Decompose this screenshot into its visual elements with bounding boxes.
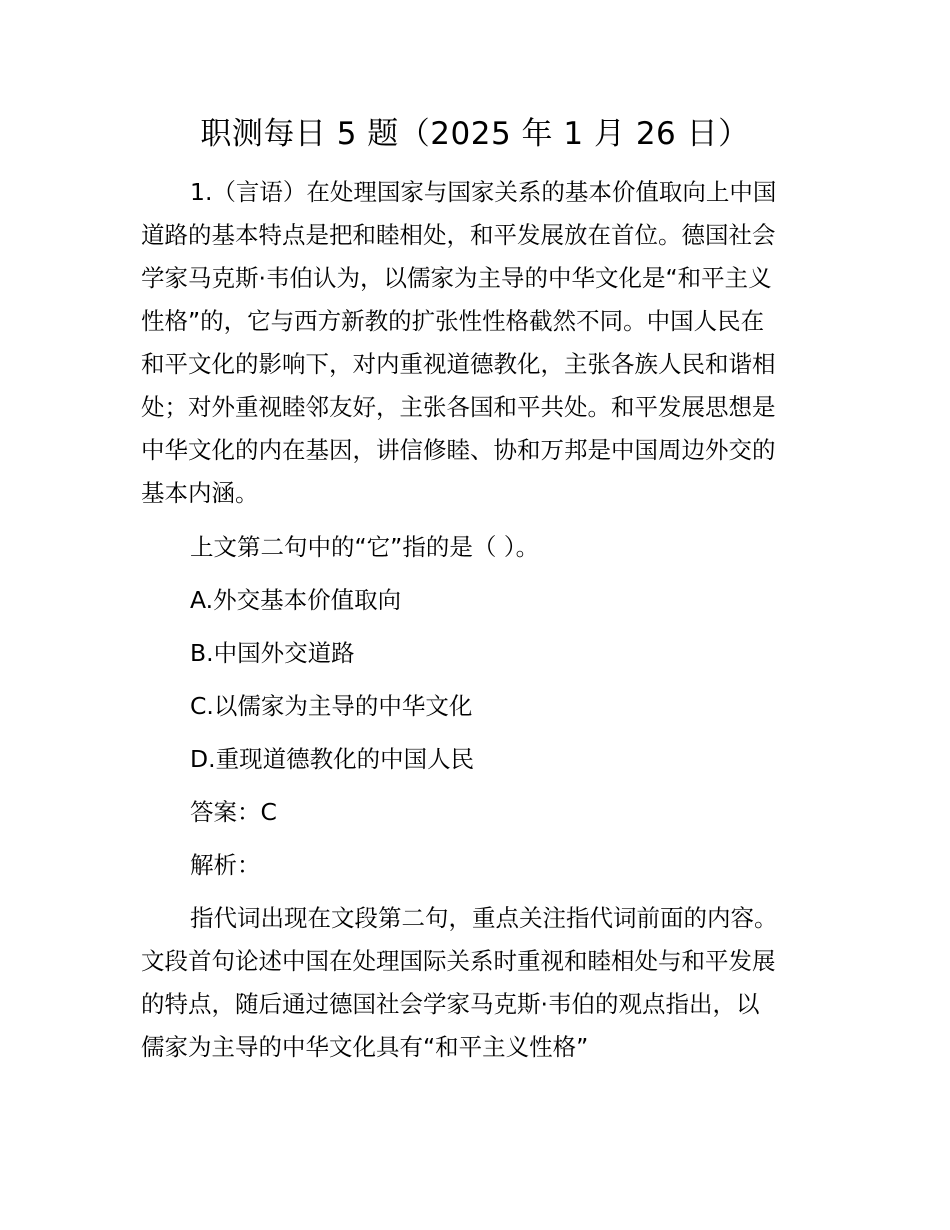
analysis-line-4: 儒家为主导的中华文化具有“和平主义性格” xyxy=(141,1033,589,1061)
question-prompt: 上文第二句中的“它”指的是（ ）。 xyxy=(190,533,540,561)
option-a: A.外交基本价值取向 xyxy=(190,586,402,614)
question-line-8: 基本内涵。 xyxy=(141,479,259,507)
question-line-5: 和平文化的影响下，对内重视道德教化，主张各族人民和谐相 xyxy=(141,350,776,378)
analysis-line-1: 指代词出现在文段第二句，重点关注指代词前面的内容。 xyxy=(190,904,778,932)
document-title: 职测每日 5 题（2025 年 1 月 26 日） xyxy=(200,116,750,152)
option-c: C.以儒家为主导的中华文化 xyxy=(190,692,473,720)
question-line-2: 道路的基本特点是把和睦相处，和平发展放在首位。德国社会 xyxy=(141,221,776,249)
analysis-line-3: 的特点，随后通过德国社会学家马克斯·韦伯的观点指出，以 xyxy=(141,990,760,1018)
question-line-6: 处；对外重视睦邻友好，主张各国和平共处。和平发展思想是 xyxy=(141,393,776,421)
option-b: B.中国外交道路 xyxy=(190,639,355,667)
question-line-7: 中华文化的内在基因，讲信修睦、协和万邦是中国周边外交的 xyxy=(141,436,776,464)
answer-text: 答案：C xyxy=(190,798,277,826)
question-line-3: 学家马克斯·韦伯认为，以儒家为主导的中华文化是“和平主义 xyxy=(141,264,772,292)
analysis-label: 解析： xyxy=(190,851,261,879)
analysis-line-2: 文段首句论述中国在处理国际关系时重视和睦相处与和平发展 xyxy=(141,947,776,975)
question-line-1: 1.（言语）在处理国家与国家关系的基本价值取向上中国 xyxy=(190,178,777,206)
option-d: D.重现道德教化的中国人民 xyxy=(190,745,475,773)
question-line-4: 性格”的，它与西方新教的扩张性性格截然不同。中国人民在 xyxy=(141,307,765,335)
